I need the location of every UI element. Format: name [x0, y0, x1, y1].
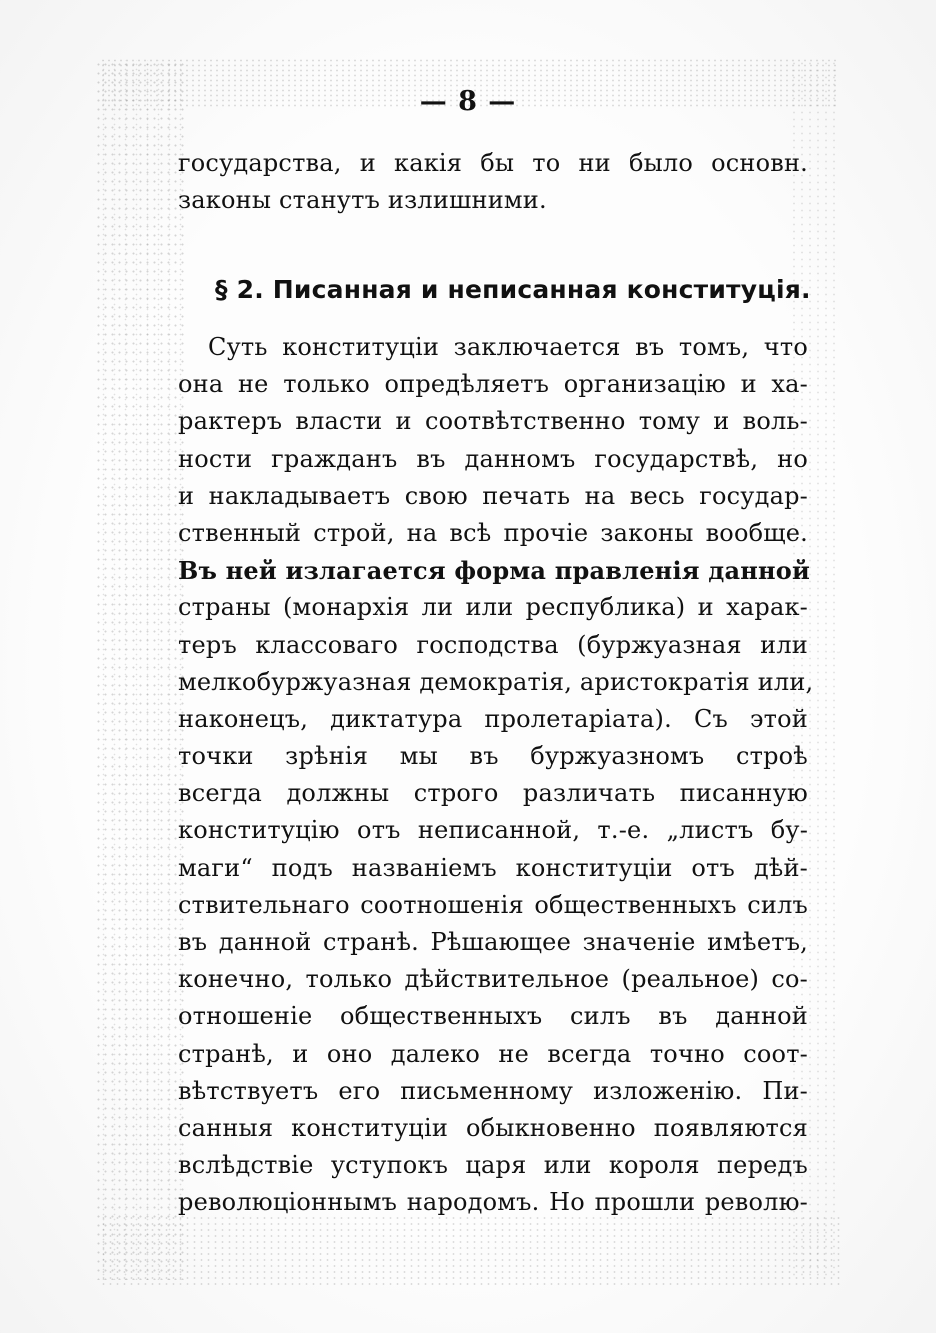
scan-noise-bottom [100, 1215, 840, 1285]
text-line: теръ классоваго господства (буржуазная или [178, 630, 808, 659]
text-line: наконецъ, диктатура пролетаріата). Съ этой [178, 704, 808, 733]
text-line: ности гражданъ въ данномъ государствѣ, но [178, 444, 808, 473]
text-line: ственный строй, на всѣ прочіе законы вообще. [178, 518, 808, 547]
text-line: санныя конституціи обыкновенно появляются [178, 1113, 808, 1142]
page-number: — 8 — [419, 86, 517, 117]
text-line: мелкобуржуазная демократія, аристократія или, [178, 667, 814, 696]
text-line: ствительнаго соотношенія общественныхъ силъ [178, 890, 808, 919]
text-line: государства, и какія бы то ни было основн. [178, 149, 808, 177]
text-line: странѣ, и оно далеко не всегда точно соот- [178, 1039, 808, 1068]
text-line: конституцію отъ неписанной, т.-е. „листъ бу- [178, 816, 808, 845]
scan-noise-left [95, 60, 185, 1280]
text-line: рактеръ власти и соотвѣтственно тому и воль- [178, 407, 808, 436]
body-paragraph [178, 329, 814, 1222]
text-line: конечно, только дѣйствительное (реальное) со- [178, 965, 808, 994]
text-line: Въ ней излагается форма правленія данной [178, 556, 810, 586]
text-line: Суть конституціи заключается въ томъ, что [208, 333, 808, 361]
text-line: страны (монархія ли или республика) и харак- [178, 593, 808, 622]
text-line: законы станутъ излишними. [178, 186, 547, 215]
text-line: вѣтствуетъ его письменному изложенію. Пи- [178, 1076, 808, 1105]
section-heading: § 2. Писанная и неписанная конституція. [215, 275, 811, 304]
text-line: въ данной странѣ. Рѣшающее значеніе имѣетъ, [178, 928, 808, 956]
text-line: революціоннымъ народомъ. Но прошли револю- [178, 1188, 808, 1217]
text-line: всегда должны строго различать писанную [178, 779, 808, 808]
text-line: отношеніе общественныхъ силъ въ данной [178, 1002, 808, 1031]
text-line: маги“ подъ названіемъ конституціи отъ дѣй- [178, 853, 808, 882]
text-line: она не только опредѣляетъ организацію и ха- [178, 370, 808, 399]
intro-paragraph [178, 145, 808, 219]
text-line: точки зрѣнія мы въ буржуазномъ строѣ [178, 742, 808, 771]
text-line: вслѣдствіе уступокъ царя или короля передъ [178, 1151, 808, 1180]
text-line: и накладываетъ свою печать на весь государ- [178, 481, 808, 510]
